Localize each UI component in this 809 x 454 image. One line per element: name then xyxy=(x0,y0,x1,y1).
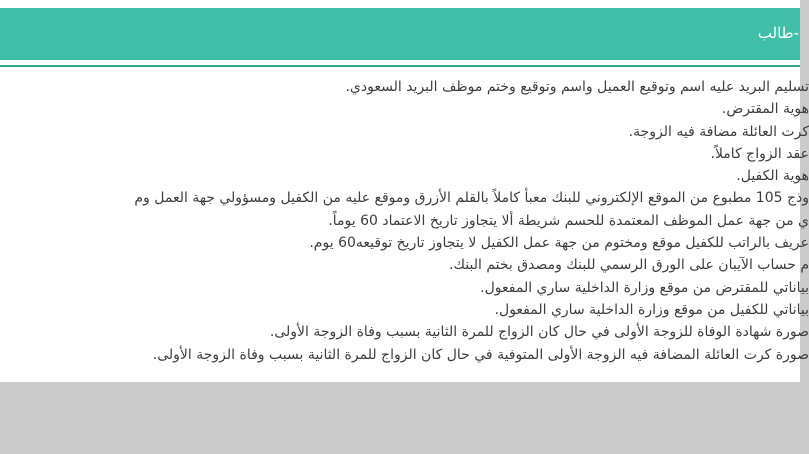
requirement-item: تسليم البريد عليه اسم وتوقيع العميل واسم وتوقيع وختم موظف البريد السعودي. xyxy=(345,79,809,95)
requirement-item: صورة شهادة الوفاة للزوجة الأولى في حال كان الزواج للمرة الثانية بسبب وفاة الزوجة الأولى. xyxy=(269,324,809,341)
requirements-list xyxy=(134,76,809,366)
requirement-item: هوية المقترض. xyxy=(721,101,809,118)
requirement-item: هوية الكفيل. xyxy=(736,168,809,185)
requirement-item: عقد الزواج كاملاً. xyxy=(710,145,809,162)
panel-header xyxy=(0,8,800,60)
requirement-item: ي من جهة عمل الموظف المعتمدة للحسم شريطة ألا يتجاوز تاريخ الاعتماد 60 يوماً. xyxy=(328,212,809,229)
requirement-item: عريف بالراتب للكفيل موقع ومختوم من جهة عمل الكفيل لا يتجاوز تاريخ توقيعه60 يوم. xyxy=(309,235,809,252)
header-divider xyxy=(0,65,800,67)
requirement-item: صورة كرت العائلة المضافة فيه الزوجة الأولى المتوفية في حال كان الزواج للمرة الثانية بسبب وفاة الزوجة الأولى. xyxy=(152,346,809,363)
panel-title: -طالب xyxy=(757,24,799,42)
requirement-item: كرت العائلة مضافة فيه الزوجة. xyxy=(628,123,809,140)
requirement-item: بياناتي للكفيل من موقع وزارة الداخلية ساري المفعول. xyxy=(494,301,809,318)
requirement-item: م حساب الآيبان على الورق الرسمي للبنك ومصدق بختم البنك. xyxy=(449,257,809,274)
requirement-item: وذج 105 مطبوع من الموقع الإلكتروني للبنك معبأ كاملاً بالقلم الأزرق وموقع عليه من الكفيل ومسؤولي جهة العمل وم xyxy=(134,190,809,207)
requirement-item: بياناتي للمقترض من موقع وزارة الداخلية ساري المفعول. xyxy=(480,279,809,296)
